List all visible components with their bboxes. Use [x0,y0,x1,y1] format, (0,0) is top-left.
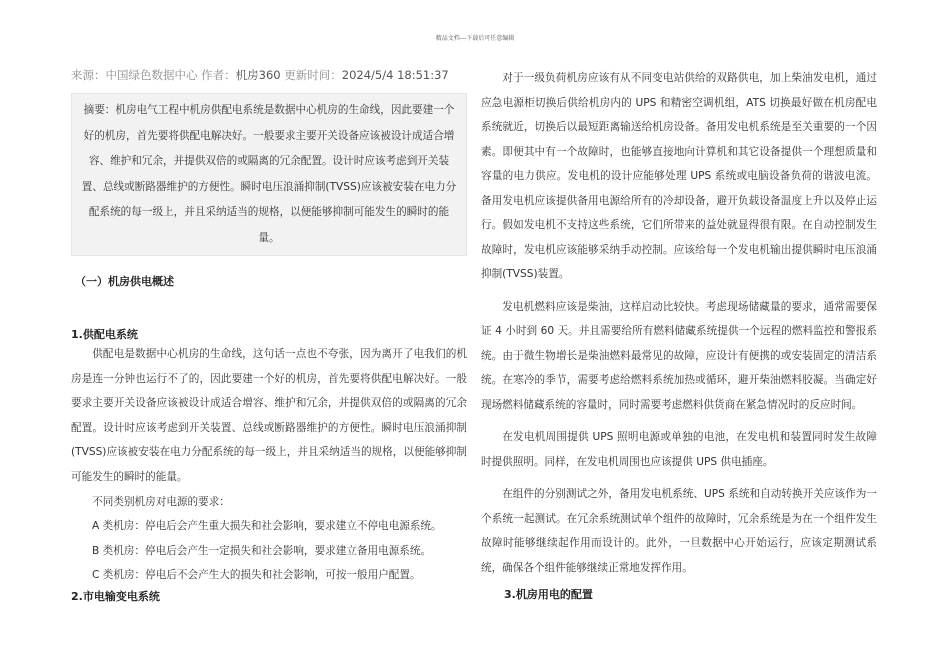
heading-mains-supply: 2.市电输变电系统 [71,589,160,603]
heading-room-power-config: 3.机房用电的配置 [504,588,593,601]
list-item-class-b: B 类机房：停电后会产生一定损失和社会影响，要求建立备用电源系统。 [92,544,432,557]
author-label: 作者： [201,68,236,82]
paragraph-lighting: 在发电机周围提供 UPS 照明电源或单独的电池，在发电机和装置同时发生故障时提供照明。同样，在发电机周围也应该提供 UPS 供电插座。 [481,431,877,468]
author-value: 机房360 [235,68,281,82]
left-column [71,66,467,604]
watermark-text: 精品文档---下载后可任意编辑 [435,35,515,42]
paragraph-room-types: 不同类别机房对电源的要求： [92,495,230,508]
source-label: 来源： [71,68,106,82]
abstract-box [71,93,467,256]
paragraph-fuel: 发电机燃料应该是柴油，这样启动比较快。考虑现场储藏量的要求，通常需要保证 4 小时到 60 天。并且需要给所有燃料储藏系统提供一个远程的燃料监控和警报系统。由于微生物增长是柴油燃料最常见的故障，应设计有便携的或安装固定的清洁系统。在寒冷的季节，需要考虑给燃料系统加热或循环，避开柴油燃料胶凝。当确定好现场燃料储藏系统的容量时，同时需要考虑燃料供货商在紧急情况时的反应时间。 [481,300,877,411]
updated-label: 更新时间： [284,68,342,82]
paragraph-power-system: 供配电是数据中心机房的生命线，这句话一点也不夸张，因为离开了电我们的机房是连一分钟也运行不了的，因此要建一个好的机房，首先要将供配电解决好。一般要求主要开关设备应该被设计成适合增容、维护和冗余，并提供双倍的或隔离的冗余配置。设计时应该考虑到开关装置、总线或断路器维护的方便性。瞬时电压浪涌抑制(TVSS)应该被安装在电力分配系统的每一级上，并且采纳适当的规格，以便能够抑制可能发生的瞬时的能量。 [71,348,467,483]
source-value: 中国绿色数据中心 [105,68,198,82]
list-item-class-c: C 类机房：停电后不会产生大的损失和社会影响，可按一般用户配置。 [92,569,421,582]
paragraph-testing: 在组件的分别测试之外，备用发电机系统、UPS 系统和自动转换开关应该作为一个系统一起测试。在冗余系统测试单个组件的故障时，冗余系统是为在一个组件发生故障时能够继续起作用而设计的。此外，一旦数据中心开始运行，应该定期测试系统，确保各个组件能够继续正常地发挥作用。 [481,488,877,574]
paragraph-dual-supply: 对于一级负荷机房应该有从不同变电站供给的双路供电，加上柴油发电机，通过应急电源柜切换后供给机房内的 UPS 和精密空调机组，ATS 切换最好做在机房配电系统就近，切换后以最短距离输送给机房设备。备用发电机系统是至关重要的一个因素。即便其中有一个故障时，也能够直接地向计算机和其它设备提供一个理想质量和容量的电力供应。发电机的设计应能够处理 UPS 系统或电脑设备负荷的谐波电流。备用发电机应该提供备用电源给所有的冷却设备，避开负载设备温度上升以及停止运行。假如发电机不支持这些系统，它们所带来的益处就显得很有限。在自动控制发生故障时，发电机应该能够采纳手动控制。应该给每一个发电机输出提供瞬时电压浪涌抑制(TVSS)装置。 [481,72,877,280]
list-item-class-a: A 类机房：停电后会产生重大损失和社会影响，要求建立不停电电源系统。 [92,520,442,533]
heading-power-system: 1.供配电系统 [71,328,138,341]
updated-value: 2024/5/4 18:51:37 [341,68,449,82]
abstract-text: 摘要：机房电气工程中机房供配电系统是数据中心机房的生命线，因此要建一个好的机房，首先要将供配电解决好。一般要求主要开关设备应该被设计成适合增容、维护和冗余，并提供双倍的或隔离的冗余配置。设计时应该考虑到开关装置、总线或断路器维护的方便性。瞬时电压浪涌抑制(TVSS)应该被安装在电力分配系统的每一级上，并且采纳适当的规格，以便能够抑制可能发生的瞬时的能量。 [81,104,457,244]
right-column [481,66,877,602]
section-heading-overview: （一）机房供电概述 [75,275,174,288]
article-meta [71,66,467,84]
